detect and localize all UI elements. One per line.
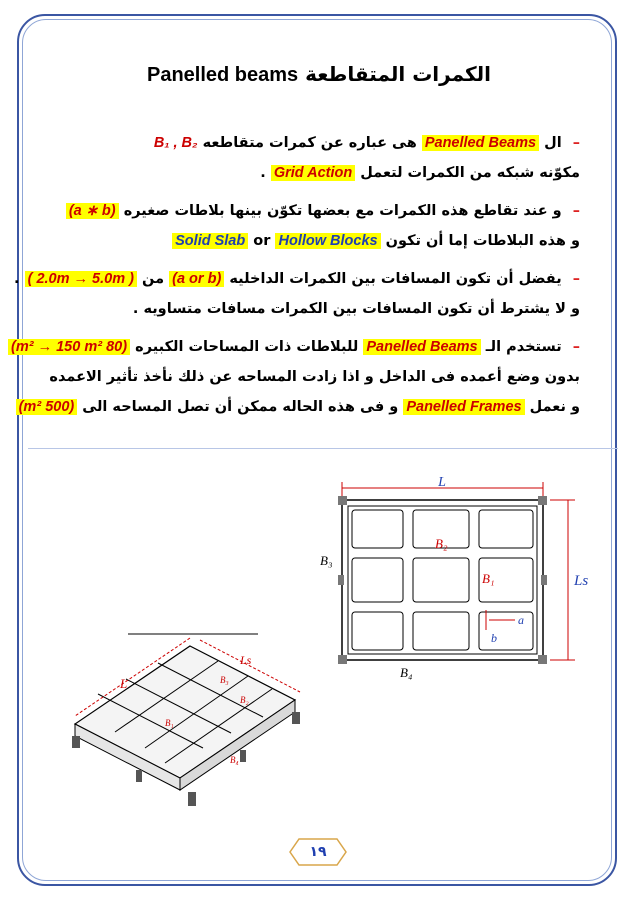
dimension-label-Ls: Ls bbox=[574, 573, 589, 589]
iso-label-Ls: Ls bbox=[240, 653, 252, 667]
text-line-6 bbox=[40, 294, 580, 324]
text: . bbox=[260, 165, 266, 181]
page-number-badge bbox=[289, 838, 347, 866]
text: or bbox=[253, 233, 271, 249]
highlight-term: Panelled Beams bbox=[363, 339, 480, 355]
iso-label-B3: B₃ bbox=[220, 675, 229, 685]
iso-label-L: L bbox=[120, 676, 128, 691]
content-text bbox=[11, 128, 580, 422]
text: بدون وضع أعمده فى الداخل و اذا زادت المساحه عن ذلك نأخذ تأثير الاعمده bbox=[49, 369, 580, 385]
text-line-5 bbox=[14, 264, 580, 294]
slab-outline bbox=[342, 500, 543, 660]
highlight-term: Grid Action bbox=[271, 165, 355, 181]
text: و لا يشترط أن تكون المسافات بين الكمرات مسافات متساويه . bbox=[132, 301, 580, 317]
isometric-diagram bbox=[60, 628, 310, 838]
section-divider bbox=[28, 448, 618, 449]
text: يفضل أن تكون المسافات بين الكمرات الداخليه bbox=[229, 271, 562, 287]
highlight-term: (a ∗ b) bbox=[66, 203, 119, 219]
text: و عند تقاطع هذه الكمرات مع بعضها تكوّن بينها بلاطات صغيره bbox=[123, 203, 562, 219]
text-line-1 bbox=[40, 128, 580, 158]
highlight-term: Solid Slab bbox=[172, 233, 248, 249]
beam-label-B4: B₄ bbox=[400, 665, 413, 680]
bullet-dash: – bbox=[572, 339, 580, 355]
text: و نعمل bbox=[529, 399, 580, 415]
title-arabic: الكمرات المتقاطعة bbox=[305, 62, 491, 86]
label-a: a bbox=[518, 613, 524, 627]
page-title bbox=[0, 62, 638, 87]
text: هى عباره عن كمرات متقاطعه bbox=[202, 135, 417, 151]
bullet-dash: – bbox=[572, 135, 580, 151]
text: تستخدم الـ bbox=[485, 339, 562, 355]
label-b: b bbox=[491, 631, 497, 645]
text-line-8 bbox=[40, 362, 580, 392]
text-line-7 bbox=[11, 332, 580, 362]
beam-label-B1: B₁ bbox=[482, 571, 495, 586]
bullet-dash: – bbox=[572, 203, 580, 219]
page-number: ١٩ bbox=[309, 844, 327, 860]
title-english: Panelled beams bbox=[146, 64, 299, 86]
iso-label-B1: B₁ bbox=[165, 718, 174, 728]
text: ال bbox=[544, 135, 562, 151]
highlight-term: Panelled Beams bbox=[422, 135, 539, 151]
dimension-label-L: L bbox=[438, 475, 446, 490]
text: للبلاطات ذات المساحات الكبيره bbox=[135, 339, 359, 355]
highlight-range: (80 m² → 150 m²) bbox=[8, 339, 130, 355]
text: و هذه البلاطات إما أن تكون bbox=[385, 233, 580, 249]
text-line-2 bbox=[40, 158, 580, 188]
bullet-dash: – bbox=[572, 271, 580, 287]
highlight-range: ( 2.0m → 5.0m ) bbox=[25, 271, 137, 287]
text: مكوّنه شبكه من الكمرات لتعمل bbox=[360, 165, 580, 181]
highlight-term: (a or b) bbox=[169, 271, 224, 287]
beam-label-B2: B₂ bbox=[435, 536, 448, 551]
text-line-4 bbox=[40, 226, 580, 256]
plan-view-diagram bbox=[290, 470, 600, 690]
iso-slab bbox=[75, 646, 295, 778]
iso-label-B2: B₂ bbox=[240, 695, 249, 705]
highlight-term: Panelled Frames bbox=[403, 399, 524, 415]
iso-label-B4: B₄ bbox=[230, 755, 239, 765]
text-line-3 bbox=[40, 196, 580, 226]
text: من bbox=[142, 271, 165, 287]
text-line-9 bbox=[18, 392, 580, 422]
highlight-term: Hollow Blocks bbox=[275, 233, 380, 249]
text: . bbox=[14, 271, 20, 287]
highlight-range: (500 m²) bbox=[16, 399, 78, 415]
beam-labels: B₁ , B₂ bbox=[153, 135, 198, 151]
text: و فى هذه الحاله ممكن أن تصل المساحه الى bbox=[82, 399, 399, 415]
beam-label-B3: B₃ bbox=[320, 553, 333, 568]
